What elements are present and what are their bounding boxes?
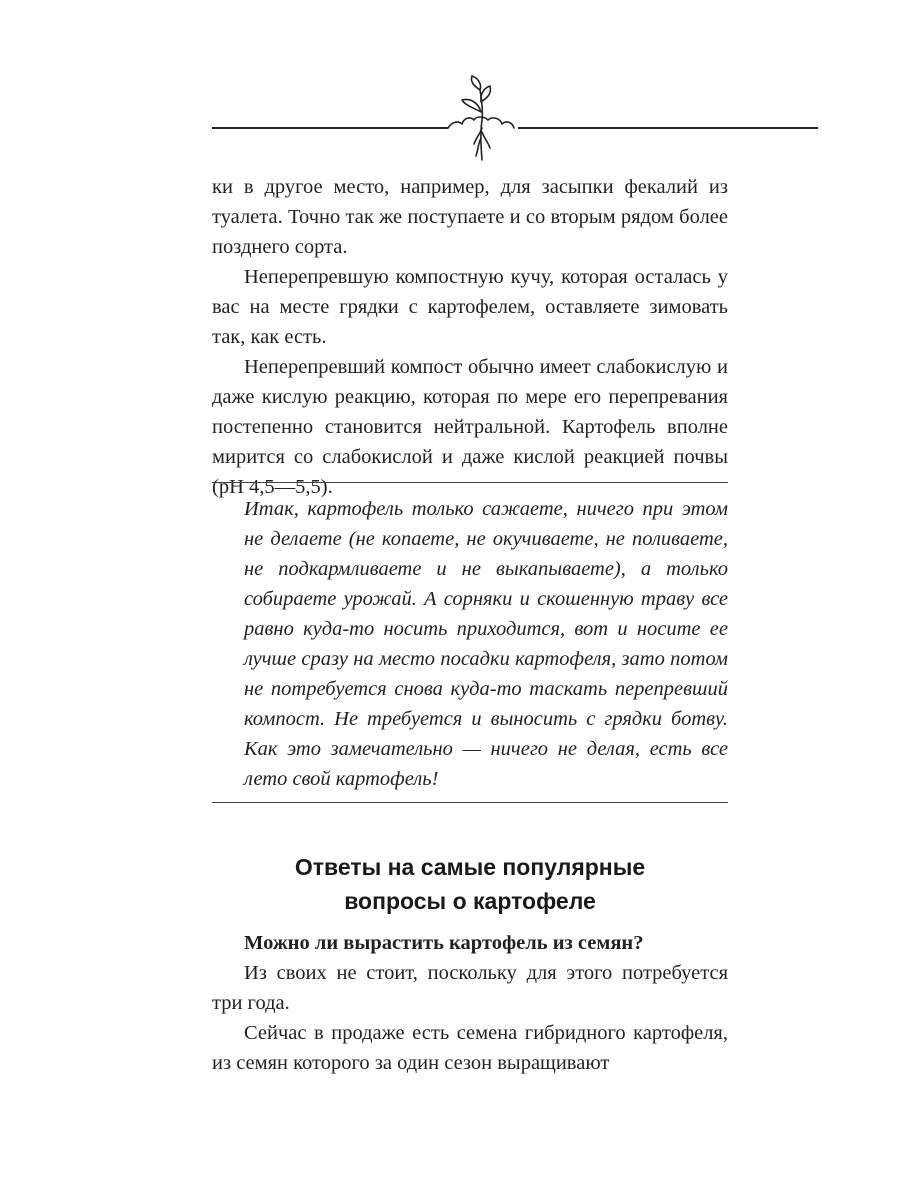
sprout-icon <box>440 72 530 168</box>
header-rule-right <box>518 127 818 129</box>
question-heading: Можно ли вырастить картофель из семян? <box>244 932 644 954</box>
paragraph: Неперепревший компост обычно имеет слабокислую и даже кислую реакцию, которая по мере его перепревания постепенно становится нейтральной. Картофель вполне мирится со слабокислой и даже кислой реакцией почвы (рН 4,5—5,5). <box>212 356 728 498</box>
section-title <box>212 850 728 918</box>
highlight-text: Итак, картофель только сажаете, ничего при этом не делаете (не копаете, не окучиваете, не поливаете, не подкармливаете и не выкапываете), а только собираете урожай. А сорняки и скошенную траву все равно куда-то носить приходится, вот и носите ее лучше сразу на место посадки картофеля, зато потом не потребуется снова куда-то таскать перепревший компост. Не требуется и выносить с грядки ботву. Как это замечательно — ничего не делая, есть все лето свой картофель! <box>244 498 728 790</box>
paragraph: Из своих не стоит, поскольку для этого потребуется три года. <box>212 962 728 1014</box>
paragraph: Сейчас в продаже есть семена гибридного картофеля, из семян которого за один сезон выращивают <box>212 1022 728 1074</box>
answer-text <box>212 958 728 1078</box>
intro-text <box>212 172 728 502</box>
highlight-rule-bottom <box>212 802 728 803</box>
section-title-line: вопросы о картофеле <box>344 888 596 914</box>
header-rule-left <box>212 127 448 129</box>
paragraph-continued: ки в другое место, например, для засыпки фекалий из туалета. Точно так же поступаете и со вторым рядом более позднего сорта. <box>212 176 728 258</box>
section-title-line: Ответы на самые популярные <box>294 854 646 880</box>
paragraph: Неперепревшую компостную кучу, которая осталась у вас на месте грядки с картофелем, оставляете зимовать так, как есть. <box>212 266 728 348</box>
highlight-rule-top <box>212 482 728 483</box>
